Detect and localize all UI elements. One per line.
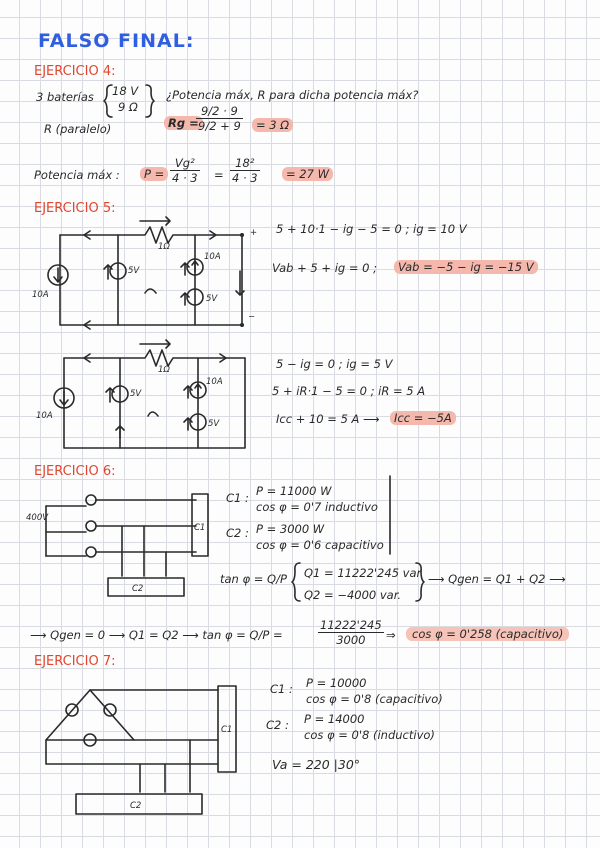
svg-text:10A: 10A — [204, 252, 221, 262]
svg-text:10A: 10A — [36, 411, 53, 421]
ex6-c2-cos: cos φ = 0'6 capacitivo — [256, 538, 384, 552]
svg-text:−: − — [248, 312, 256, 322]
ex4-p-fraction-2 — [230, 156, 260, 185]
ex6-c1-title: C1 : — [226, 491, 249, 505]
cos-result-highlight: cos φ = 0'258 (capacitivo) — [406, 627, 569, 641]
ex5-line-2b — [394, 260, 538, 274]
svg-text:C1: C1 — [221, 725, 233, 735]
ex4-p-result — [282, 167, 333, 181]
ex5-circuit-2 — [30, 342, 260, 452]
ex4-p-fraction-1 — [170, 156, 200, 185]
ex4-voltage: 18 V — [112, 84, 139, 98]
ex4-p-eq — [140, 167, 168, 181]
svg-text:C2: C2 — [132, 584, 144, 594]
phase-source-icon — [86, 547, 96, 557]
exercise-6-heading: EJERCICIO 6: — [34, 464, 116, 479]
ex5-line-3: 5 − ig = 0 ; ig = 5 V — [276, 357, 393, 371]
icc-highlight: Icc = −5A — [390, 411, 456, 425]
ex4-baterias: 3 baterías — [36, 90, 94, 104]
fraction-denominator: 3000 — [336, 633, 366, 647]
ex5-line-1: 5 + 10·1 − ig − 5 = 0 ; ig = 10 V — [276, 222, 467, 236]
ex4-rg-fraction — [196, 104, 243, 133]
fraction-numerator: 11222'245 — [320, 618, 382, 632]
ex7-circuit — [30, 680, 245, 820]
svg-text:1Ω: 1Ω — [158, 242, 170, 252]
phase-source-icon — [86, 521, 96, 531]
ex5-line-5a: Icc + 10 = 5 A ⟶ — [276, 412, 380, 426]
svg-text:+: + — [250, 228, 258, 238]
svg-text:5V: 5V — [128, 266, 140, 276]
svg-text:5V: 5V — [206, 294, 218, 304]
svg-text:400V: 400V — [26, 513, 49, 523]
ex6-line2a: ⟶ Qgen = 0 ⟶ Q1 = Q2 ⟶ tan φ = Q/P = — [30, 628, 283, 642]
ex6-q1: Q1 = 11222'245 var — [304, 566, 422, 580]
rg-denominator: 9/2 + 9 — [198, 119, 241, 133]
ex4-potencia-label: Potencia máx : — [34, 168, 120, 182]
ex6-brace — [292, 562, 302, 602]
ex6-circuit — [26, 488, 216, 603]
ex7-c1-p: P = 10000 — [306, 676, 367, 690]
page-title: FALSO FINAL: — [38, 30, 195, 52]
svg-text:C1: C1 — [194, 523, 206, 533]
exercise-4-heading: EJERCICIO 4: — [34, 64, 116, 79]
ex6-c1-p: P = 11000 W — [256, 484, 332, 498]
ex4-brace-left — [104, 84, 114, 118]
ex6-fraction — [318, 618, 384, 647]
ex7-c1-cos: cos φ = 0'8 (capacitivo) — [306, 692, 443, 706]
ex4-paralelo: R (paralelo) — [44, 122, 112, 136]
ex5-line-5b — [390, 411, 456, 425]
ex6-qgen: ⟶ Qgen = Q1 + Q2 ⟶ — [428, 572, 566, 586]
ex7-c2-cos: cos φ = 0'8 (inductivo) — [304, 728, 435, 742]
p-eq-highlight: P = — [140, 167, 168, 181]
ex6-divider-line — [388, 476, 394, 556]
vab-highlight: Vab = −5 − ig = −15 V — [394, 260, 538, 274]
svg-text:5V: 5V — [130, 389, 142, 399]
ex6-q2: Q2 = −4000 var. — [304, 588, 402, 602]
ex7-va: Va = 220 |30° — [272, 757, 361, 772]
svg-text:1Ω: 1Ω — [158, 365, 170, 375]
svg-text:10A: 10A — [32, 290, 49, 300]
phase-source-icon — [86, 495, 96, 505]
ex6-result — [406, 627, 569, 641]
ex5-line-4: 5 + iR·1 − 5 = 0 ; iR = 5 A — [272, 384, 426, 398]
ex4-resistance: 9 Ω — [118, 100, 138, 114]
rg-numerator: 9/2 · 9 — [196, 104, 243, 119]
svg-text:C2: C2 — [130, 801, 142, 811]
ex6-c2-p: P = 3000 W — [256, 522, 325, 536]
ex6-c2-title: C2 : — [226, 526, 249, 540]
p-numerator-1: Vg² — [170, 156, 200, 171]
phase-source-icon — [104, 704, 116, 716]
svg-text:5V: 5V — [208, 419, 220, 429]
ex4-question: ¿Potencia máx, R para dicha potencia máx? — [166, 88, 419, 102]
exercise-7-heading: EJERCICIO 7: — [34, 654, 116, 669]
rg-result-highlight: = 3 Ω — [252, 118, 293, 132]
rg-label-highlight: Rg = — [164, 116, 203, 130]
ex6-implies: ⇒ — [386, 628, 396, 642]
p-numerator-2: 18² — [230, 156, 260, 171]
p-result-highlight: = 27 W — [282, 167, 333, 181]
ex6-tan: tan φ = Q/P — [220, 572, 287, 586]
ex6-brace-right — [414, 562, 424, 602]
ex7-c1-title: C1 : — [270, 682, 293, 696]
p-denominator-1: 4 · 3 — [172, 171, 198, 185]
ex4-rg-result — [252, 118, 293, 132]
ex7-c2-p: P = 14000 — [304, 712, 365, 726]
ex5-circuit-1 — [30, 215, 260, 335]
p-denominator-2: 4 · 3 — [232, 171, 258, 185]
ex5-line-2a: Vab + 5 + ig = 0 ; — [272, 261, 377, 275]
ex4-p-equals: = — [214, 168, 224, 182]
ex6-c1-cos: cos φ = 0'7 inductivo — [256, 500, 378, 514]
exercise-5-heading: EJERCICIO 5: — [34, 201, 116, 216]
svg-text:10A: 10A — [206, 377, 223, 387]
ex7-c2-title: C2 : — [266, 718, 289, 732]
ex4-brace-right — [144, 84, 154, 118]
